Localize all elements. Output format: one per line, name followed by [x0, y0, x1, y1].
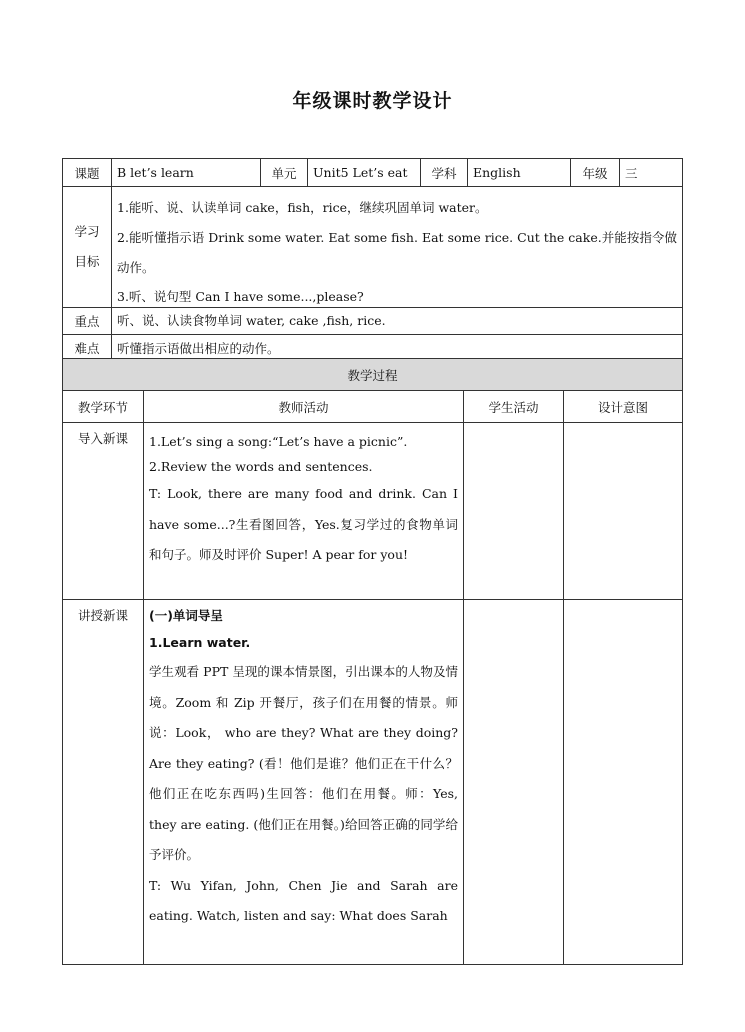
subsection-heading: 1.Learn water. [149, 635, 251, 650]
design-intent-intro [564, 423, 683, 600]
unit-label: 单元 [261, 159, 308, 187]
key-label: 重点 [63, 308, 112, 335]
header-student: 学生活动 [464, 391, 564, 423]
activity-paragraph: 学生观看 PPT 呈现的课本情景图，引出课本的人物及情境。Zoom 和 Zip 开餐厅，孩子们在用餐的情景。师说：Look， who are they? What are they doing? Are they eating? (看！他们是谁？他们正在干什么？他们正在吃东西吗)生回答：他们在用餐。师：Yes, they are eating. (他们正在用餐。)给回答正确的同学给予评价。 [149, 664, 458, 862]
topic-label: 课题 [63, 159, 112, 187]
grade-label: 年级 [571, 159, 620, 187]
unit-value: Unit5 Let’s eat [308, 159, 421, 187]
activity-paragraph: T: Wu Yifan, John, Chen Jie and Sarah are eating. Watch, listen and say: What does Sarah [149, 877, 458, 923]
stage-new: 讲授新课 [63, 600, 144, 965]
subject-value: English [468, 159, 571, 187]
difficulty-label: 难点 [63, 335, 112, 362]
teacher-activity-new [144, 600, 464, 965]
goal-item: 2.能听懂指示语 Drink some water. Eat some fish. Eat some rice. Cut the cake.并能按指令做动作。 [117, 230, 677, 275]
goal-item: 3.听、说句型 Can I have some...,please? [117, 289, 364, 304]
stage-intro: 导入新课 [63, 423, 144, 600]
topic-value: B let’s learn [112, 159, 261, 187]
grade-value: 三 [620, 159, 683, 187]
goals-label-line: 目标 [74, 254, 100, 269]
student-activity-new [464, 600, 564, 965]
subject-label: 学科 [421, 159, 468, 187]
activity-line: 2.Review the words and sentences. [149, 459, 373, 474]
goals-label-line: 学习 [74, 224, 100, 239]
header-stage: 教学环节 [63, 391, 144, 423]
teaching-process-table [62, 358, 683, 965]
goals-cell [112, 187, 683, 308]
lesson-info-table [62, 158, 683, 362]
student-activity-intro [464, 423, 564, 600]
document-title: 年级课时教学设计 [292, 90, 453, 112]
teacher-activity-intro [144, 423, 464, 600]
activity-line: 1.Let’s sing a song:“Let’s have a picnic”. [149, 434, 408, 449]
goals-label [63, 187, 112, 308]
key-value: 听、说、认读食物单词 water, cake ,fish, rice. [112, 308, 683, 335]
header-teacher: 教师活动 [144, 391, 464, 423]
goal-item: 1.能听、说、认读单词 cake，fish，rice，继续巩固单词 water。 [117, 200, 488, 215]
activity-paragraph: T: Look, there are many food and drink. Can I have some...?生看图回答，Yes.复习学过的食物单词和句子。师及时评价 Super! A pear for you! [149, 486, 458, 562]
design-intent-new [564, 600, 683, 965]
section-heading: (一)单词导呈 [149, 608, 223, 623]
difficulty-value: 听懂指示语做出相应的动作。 [112, 335, 683, 362]
process-band: 教学过程 [63, 359, 683, 391]
header-intent: 设计意图 [564, 391, 683, 423]
